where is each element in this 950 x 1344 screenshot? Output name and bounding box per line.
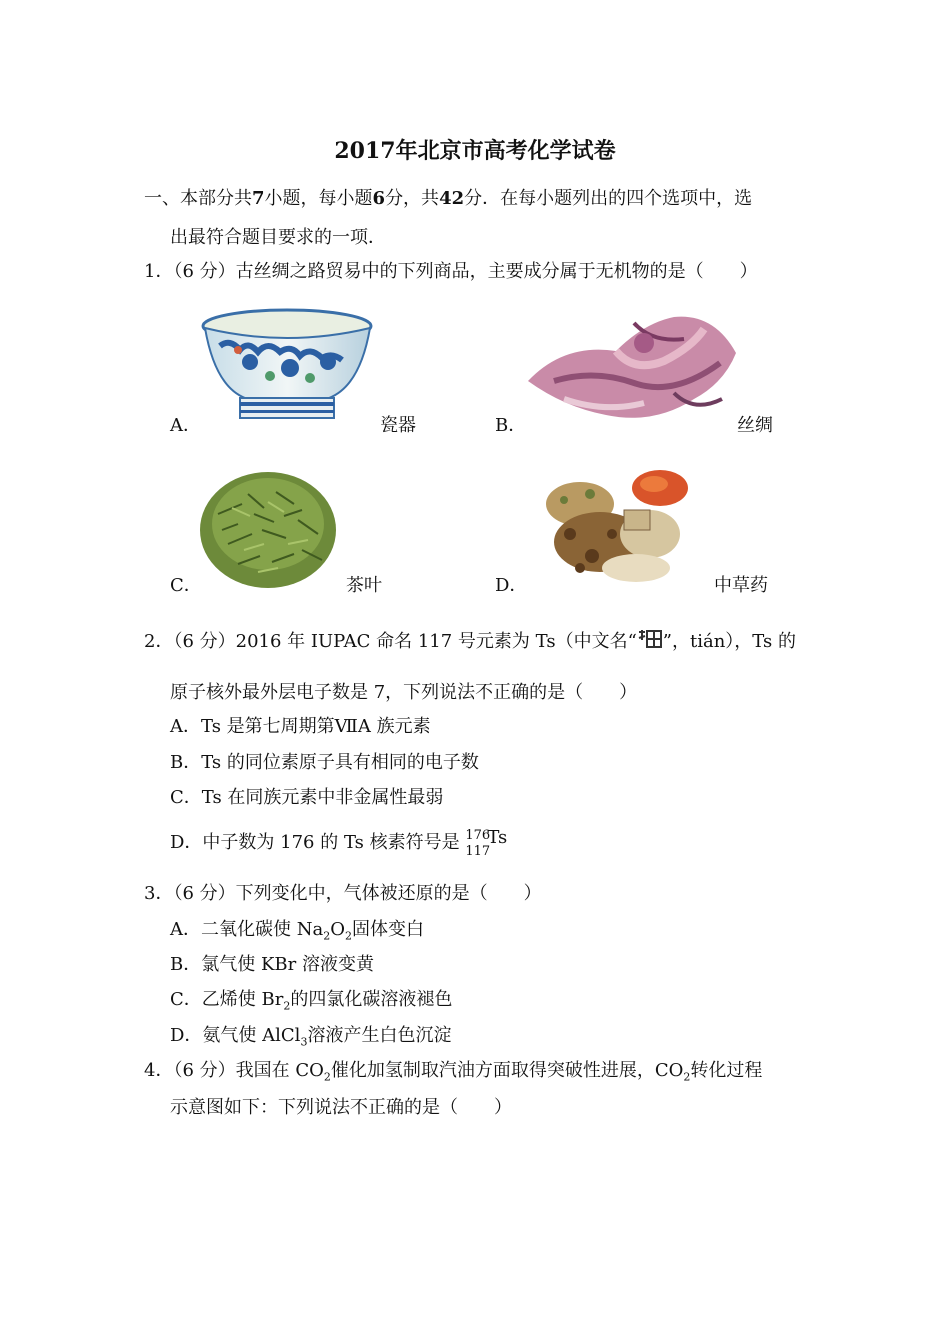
silk-scarf-icon [524, 303, 738, 429]
section-header: 一、本部分共7小题，每小题6分，共42分．在每小题列出的四个选项中，选 [144, 188, 753, 209]
question-3-stem: 3．（6 分）下列变化中，气体被还原的是（ ） [144, 883, 542, 904]
q3-option-a: A．二氧化碳使 $Na_2O_2$固体变白 [170, 919, 424, 943]
nuclide-symbol: 176 117 Ts [465, 827, 508, 859]
q3-option-b: B．氯气使 KBr 溶液变黄 [170, 954, 374, 975]
page-title: 2017年北京市高考化学试卷 [334, 138, 616, 164]
porcelain-bowl-icon [200, 306, 374, 430]
q1-option-a-letter: A． [170, 415, 201, 436]
q2-option-a: A．Ts 是第七周期第ⅦA 族元素 [170, 716, 431, 737]
q1-option-d-label: 中草药 [714, 575, 768, 596]
question-2-stem-line2: 原子核外最外层电子数是 7，下列说法不正确的是（ ） [170, 682, 638, 703]
q3-option-d: D．氨气使 AlCl$_3$溶液产生白色沉淀 [170, 1025, 452, 1049]
q1-option-c-letter: C． [170, 575, 202, 596]
q1-option-a-label: 瓷器 [380, 415, 416, 436]
question-2-stem: 2．（6 分）2016 年 IUPAC 命名 117 号元素为 Ts（中文名“ ”，tián），Ts 的 [144, 628, 796, 654]
question-4-stem: 4．（6 分）我国在 $CO_2$催化加氢制取汽油方面取得突破性进展，$CO_2$转化过程 [144, 1060, 763, 1084]
q1-option-c-label: 茶叶 [346, 575, 382, 596]
q2-option-b: B．Ts 的同位素原子具有相同的电子数 [170, 752, 479, 773]
q1-option-d-letter: D． [495, 575, 528, 596]
q3-option-c: C．乙烯使 $Br_2$的四氯化碳溶液褪色 [170, 989, 453, 1013]
q1-option-b-label: 丝绸 [737, 415, 773, 436]
question-1-stem: 1．（6 分）古丝绸之路贸易中的下列商品，主要成分属于无机物的是（ ） [144, 261, 758, 282]
q1-option-b-letter: B． [495, 415, 527, 436]
herbal-medicine-icon [540, 464, 690, 588]
question-4-stem-line2: 示意图如下：下列说法不正确的是（ ） [170, 1097, 512, 1118]
section-header-line2: 出最符合题目要求的一项． [170, 227, 386, 248]
q2-option-d: D．中子数为 176 的 Ts 核素符号是 176 117 Ts [170, 826, 513, 856]
tian-character-icon [637, 628, 663, 650]
q2-option-c: C．Ts 在同族元素中非金属性最弱 [170, 787, 444, 808]
tea-leaves-icon [198, 464, 338, 592]
